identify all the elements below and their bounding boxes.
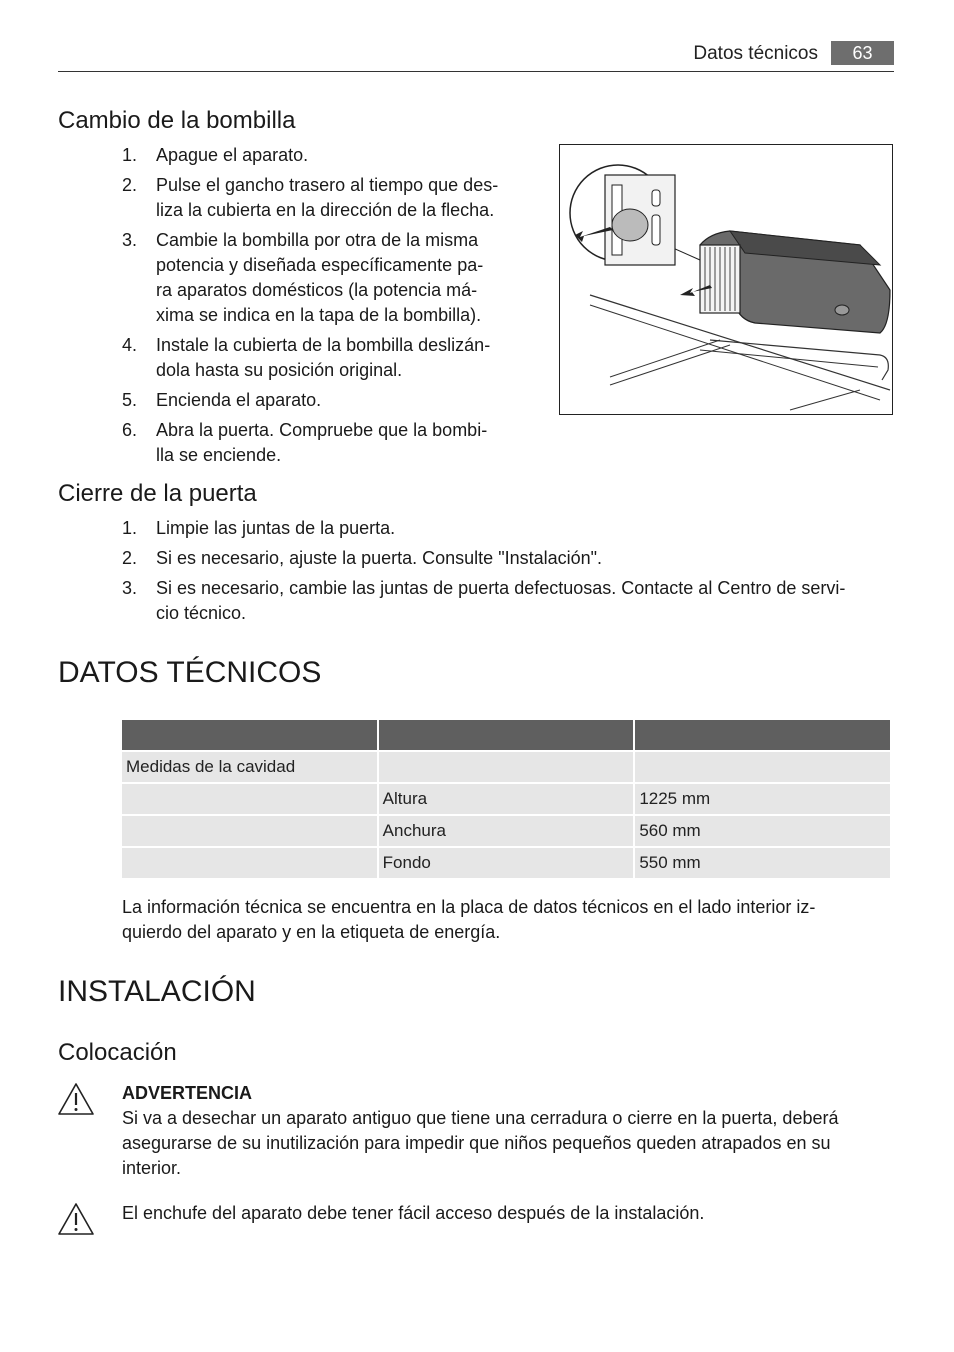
list-item: 3. Si es necesario, cambie las juntas de puerta defectuosas. Contacte al Centro de servi- cio técnico. [122,578,846,623]
warning-child-safety: ADVERTENCIA Si va a desechar un aparato antiguo que tiene una cerradura o cierre en la puerta, deberá asegurarse de su inutilización para impedir que niños pequeños queden atrapados en su interior. [122,1081,902,1181]
page-number: 63 [831,41,894,65]
door-heading: Cierre de la puerta [58,480,257,507]
list-item: 1. Apague el aparato. [122,145,309,165]
list-item: 1. Limpie las juntas de la puerta. [122,518,396,538]
spec-table [120,718,892,880]
table-header-row [122,720,890,750]
table-row: Altura 1225 mm [122,784,890,814]
page-header [58,40,894,72]
list-item: 6. Abra la puerta. Compruebe que la bombi- lla se enciende. [122,420,488,465]
list-item: 3. Cambie la bombilla por otra de la misma potencia y diseñada específicamente pa- ra aparatos domésticos (la potencia má- xima se indica en la tapa de la bombilla). [122,230,484,325]
warning-triangle-icon [57,1202,95,1236]
table-row: Fondo 550 mm [122,848,890,878]
table-row: Anchura 560 mm [122,816,890,846]
warning-title: ADVERTENCIA [122,1083,253,1103]
lamp-illustration [560,145,893,415]
bulb-steps [122,143,522,473]
table-row: Medidas de la cavidad [122,752,890,782]
header-section-title: Datos técnicos [693,43,818,64]
list-item: 4. Instale la cubierta de la bombilla deslizán- dola hasta su posición original. [122,335,491,380]
warning-triangle-icon [57,1082,95,1116]
warning-plug-access: El enchufe del aparato debe tener fácil acceso después de la instalación. [122,1203,705,1223]
bulb-heading: Cambio de la bombilla [58,107,296,134]
bulb-cover-illustration [559,144,893,415]
placement-heading: Colocación [58,1039,177,1066]
list-item: 2. Pulse el gancho trasero al tiempo que des- liza la cubierta en la dirección de la flecha. [122,175,499,220]
list-item: 2. Si es necesario, ajuste la puerta. Consulte "Instalación". [122,548,603,568]
tech-heading: DATOS TÉCNICOS [58,656,322,689]
list-item: 5. Encienda el aparato. [122,390,322,410]
install-heading: INSTALACIÓN [58,975,256,1008]
tech-note: La información técnica se encuentra en la placa de datos técnicos en el lado interior iz- quierdo del aparato y en la etiqueta de energía. [122,897,816,942]
door-steps [122,516,902,631]
